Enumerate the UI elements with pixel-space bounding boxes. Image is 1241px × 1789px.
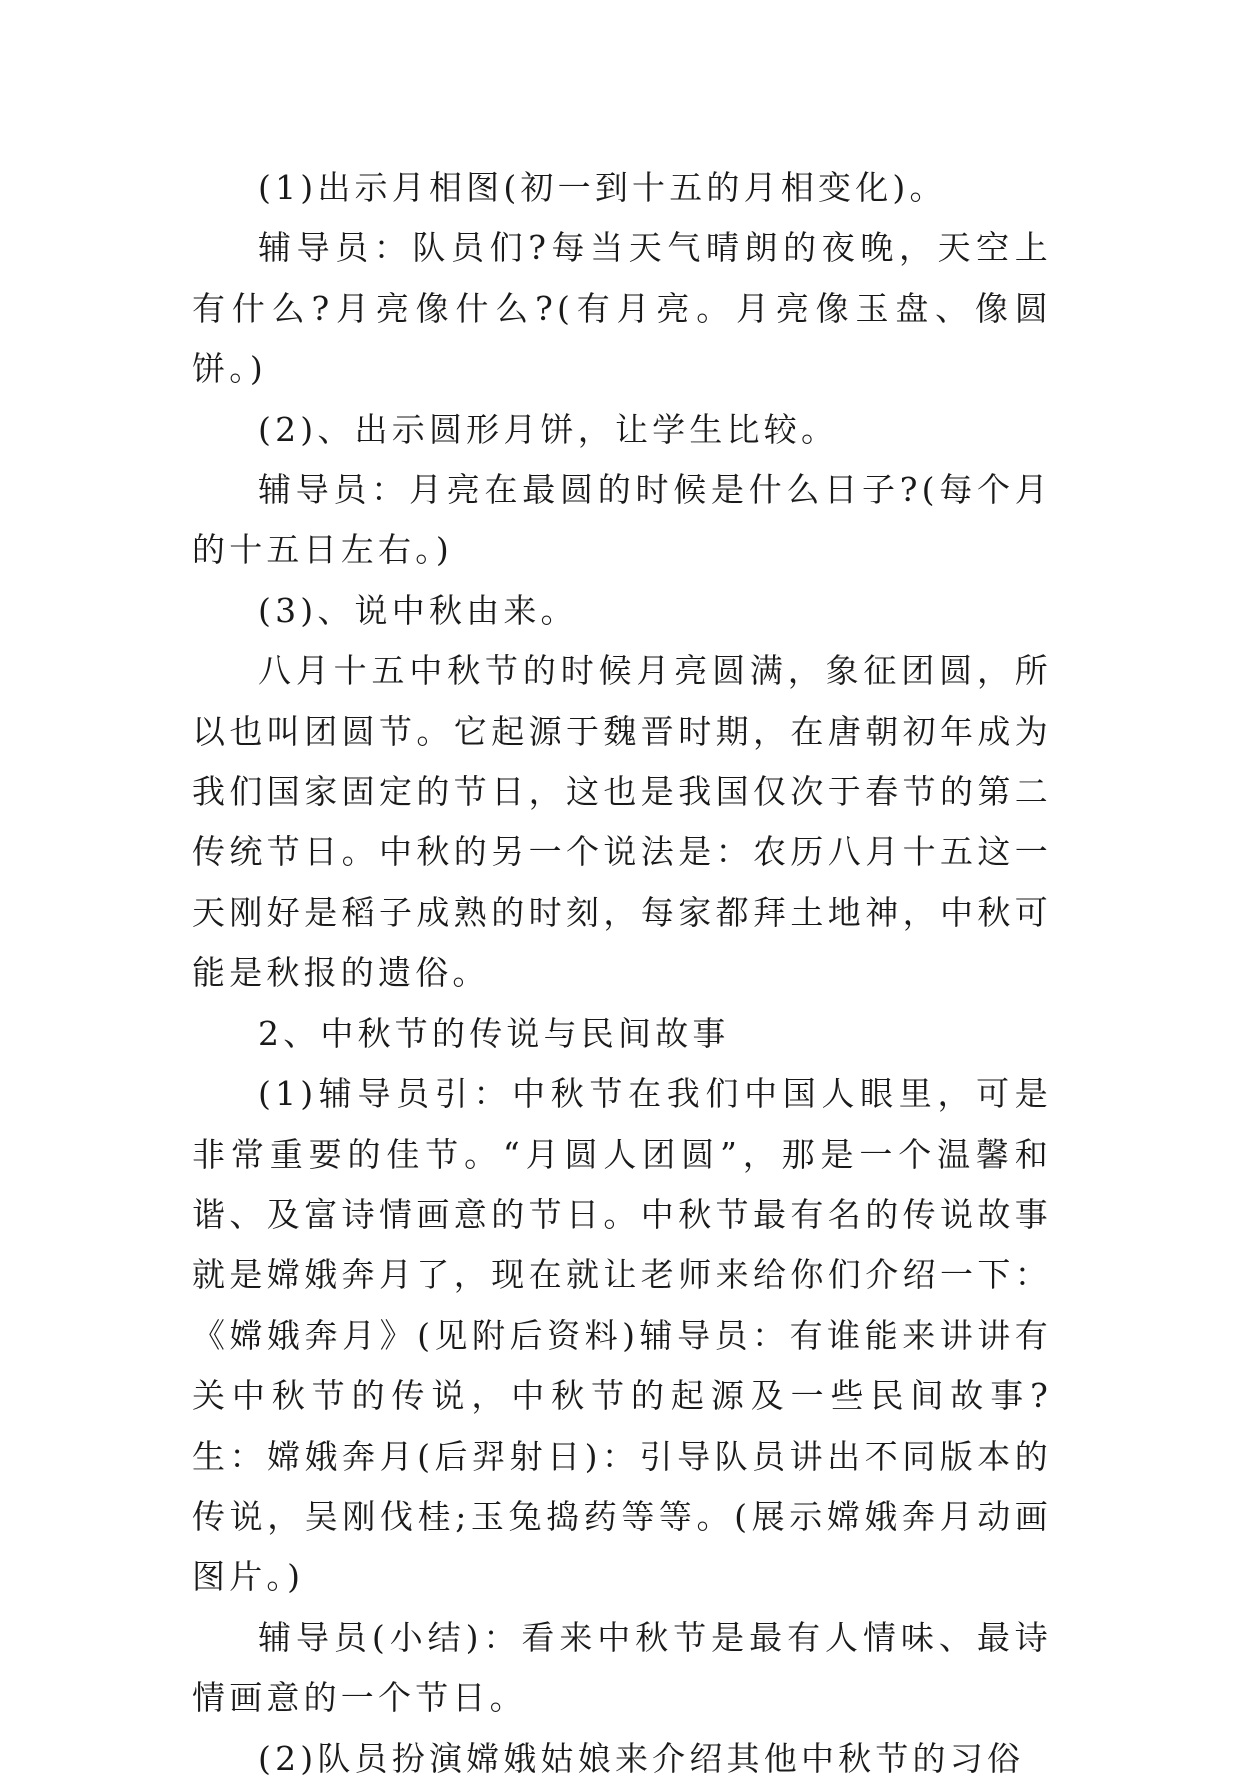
paragraph-customs: (2)队员扮演嫦娥姑娘来介绍其他中秋节的习俗 <box>258 1738 1025 1778</box>
section-heading-legends: 2、中秋节的传说与民间故事 <box>258 1013 730 1053</box>
paragraph-origin: 八月十五中秋节的时候月亮圆满，象征团圆，所以也叫团圆节。它起源于魏晋时期，在唐朝初年成为我们国家固定的节日，这也是我国仅次于春节的第二传统节日。中秋的另一个说法是：农历八月十五这一天刚好是稻子成熟的时刻，每家都拜土地神，中秋可能是秋报的遗俗。 <box>192 651 1052 993</box>
paragraph-origin-heading: (3)、说中秋由来。 <box>258 590 578 630</box>
paragraph-moon-phase: (1)出示月相图(初一到十五的月相变化)。 <box>258 168 947 207</box>
document-body <box>192 158 1052 1789</box>
paragraph-legends: (1)辅导员引：中秋节在我们中国人眼里，可是非常重要的佳节。“月圆人团圆”，那是一个温馨和谐、及富诗情画意的节日。中秋节最有名的传说故事就是嫦娥奔月了，现在就让老师来给你们介绍一下：《嫦娥奔月》(见附后资料)辅导员：有谁能来讲讲有关中秋节的传说，中秋节的起源及一些民间故事?生：嫦娥奔月(后羿射日)：引导队员讲出不同版本的传说，吴刚伐桂;玉兔捣药等等。(展示嫦娥奔月动画图片。) <box>192 1074 1052 1597</box>
paragraph-full-moon-day: 辅导员：月亮在最圆的时候是什么日子?(每个月的十五日左右。) <box>192 470 1052 570</box>
paragraph-mooncake: (2)、出示圆形月饼，让学生比较。 <box>258 409 839 449</box>
paragraph-night-sky-question: 辅导员：队员们?每当天气晴朗的夜晚，天空上有什么?月亮像什么?(有月亮。月亮像玉盘、像圆饼。) <box>192 228 1052 389</box>
paragraph-summary: 辅导员(小结)：看来中秋节是最有人情味、最诗情画意的一个节日。 <box>192 1617 1052 1718</box>
